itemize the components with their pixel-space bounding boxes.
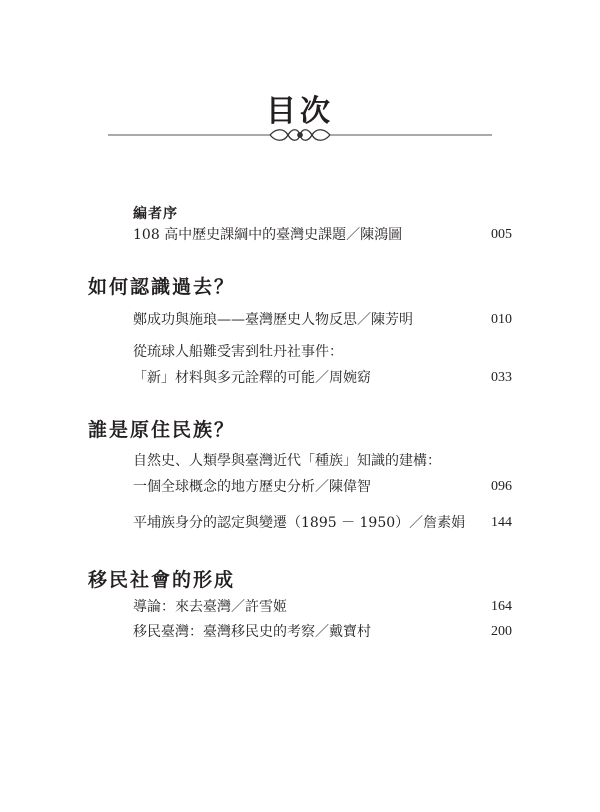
- toc-entry[interactable]: [133, 510, 512, 536]
- toc-entry[interactable]: [133, 619, 512, 645]
- entry-title: 108 高中歷史課綱中的臺灣史課題／陳鴻圖: [133, 227, 403, 243]
- section-heading-2: 誰是原住民族？: [88, 419, 236, 441]
- entry-page: 096: [491, 479, 512, 494]
- page-title: 目次: [266, 94, 334, 129]
- entry-page: 010: [491, 312, 512, 327]
- toc-entry[interactable]: [133, 307, 512, 333]
- entry-title: 移民臺灣：臺灣移民史的考察／戴寶村: [133, 624, 371, 640]
- entry-title-line2: 「新」材料與多元詮釋的可能／周婉窈: [133, 370, 371, 386]
- toc-entry[interactable]: [133, 339, 512, 391]
- entry-title: 導論：來去臺灣／許雪姬: [133, 599, 287, 615]
- entry-page: 005: [491, 227, 512, 242]
- entry-title-line1: 自然史、人類學與臺灣近代「種族」知識的建構：: [133, 453, 441, 469]
- entry-page: 164: [491, 599, 512, 614]
- entry-title-line2: 一個全球概念的地方歷史分析／陳偉智: [133, 479, 371, 495]
- toc-entry-preface[interactable]: [133, 222, 512, 248]
- section-heading-3: 移民社會的形成: [88, 569, 236, 591]
- entry-title-line1: 從琉球人船難受害到牡丹社事件：: [133, 344, 343, 360]
- toc-entry[interactable]: [133, 594, 512, 620]
- section-heading-1: 如何認識過去？: [88, 276, 236, 298]
- entry-title: 平埔族身分的認定與變遷（1895 － 1950）／詹素娟: [133, 515, 466, 531]
- entry-page: 200: [491, 624, 512, 639]
- entry-page: 033: [491, 370, 512, 385]
- entry-title: 鄭成功與施琅——臺灣歷史人物反思／陳芳明: [133, 312, 413, 328]
- toc-entry[interactable]: [133, 448, 512, 500]
- entry-page: 144: [491, 515, 512, 530]
- preface-label: 編者序: [133, 206, 178, 222]
- divider-ornament: [108, 124, 492, 146]
